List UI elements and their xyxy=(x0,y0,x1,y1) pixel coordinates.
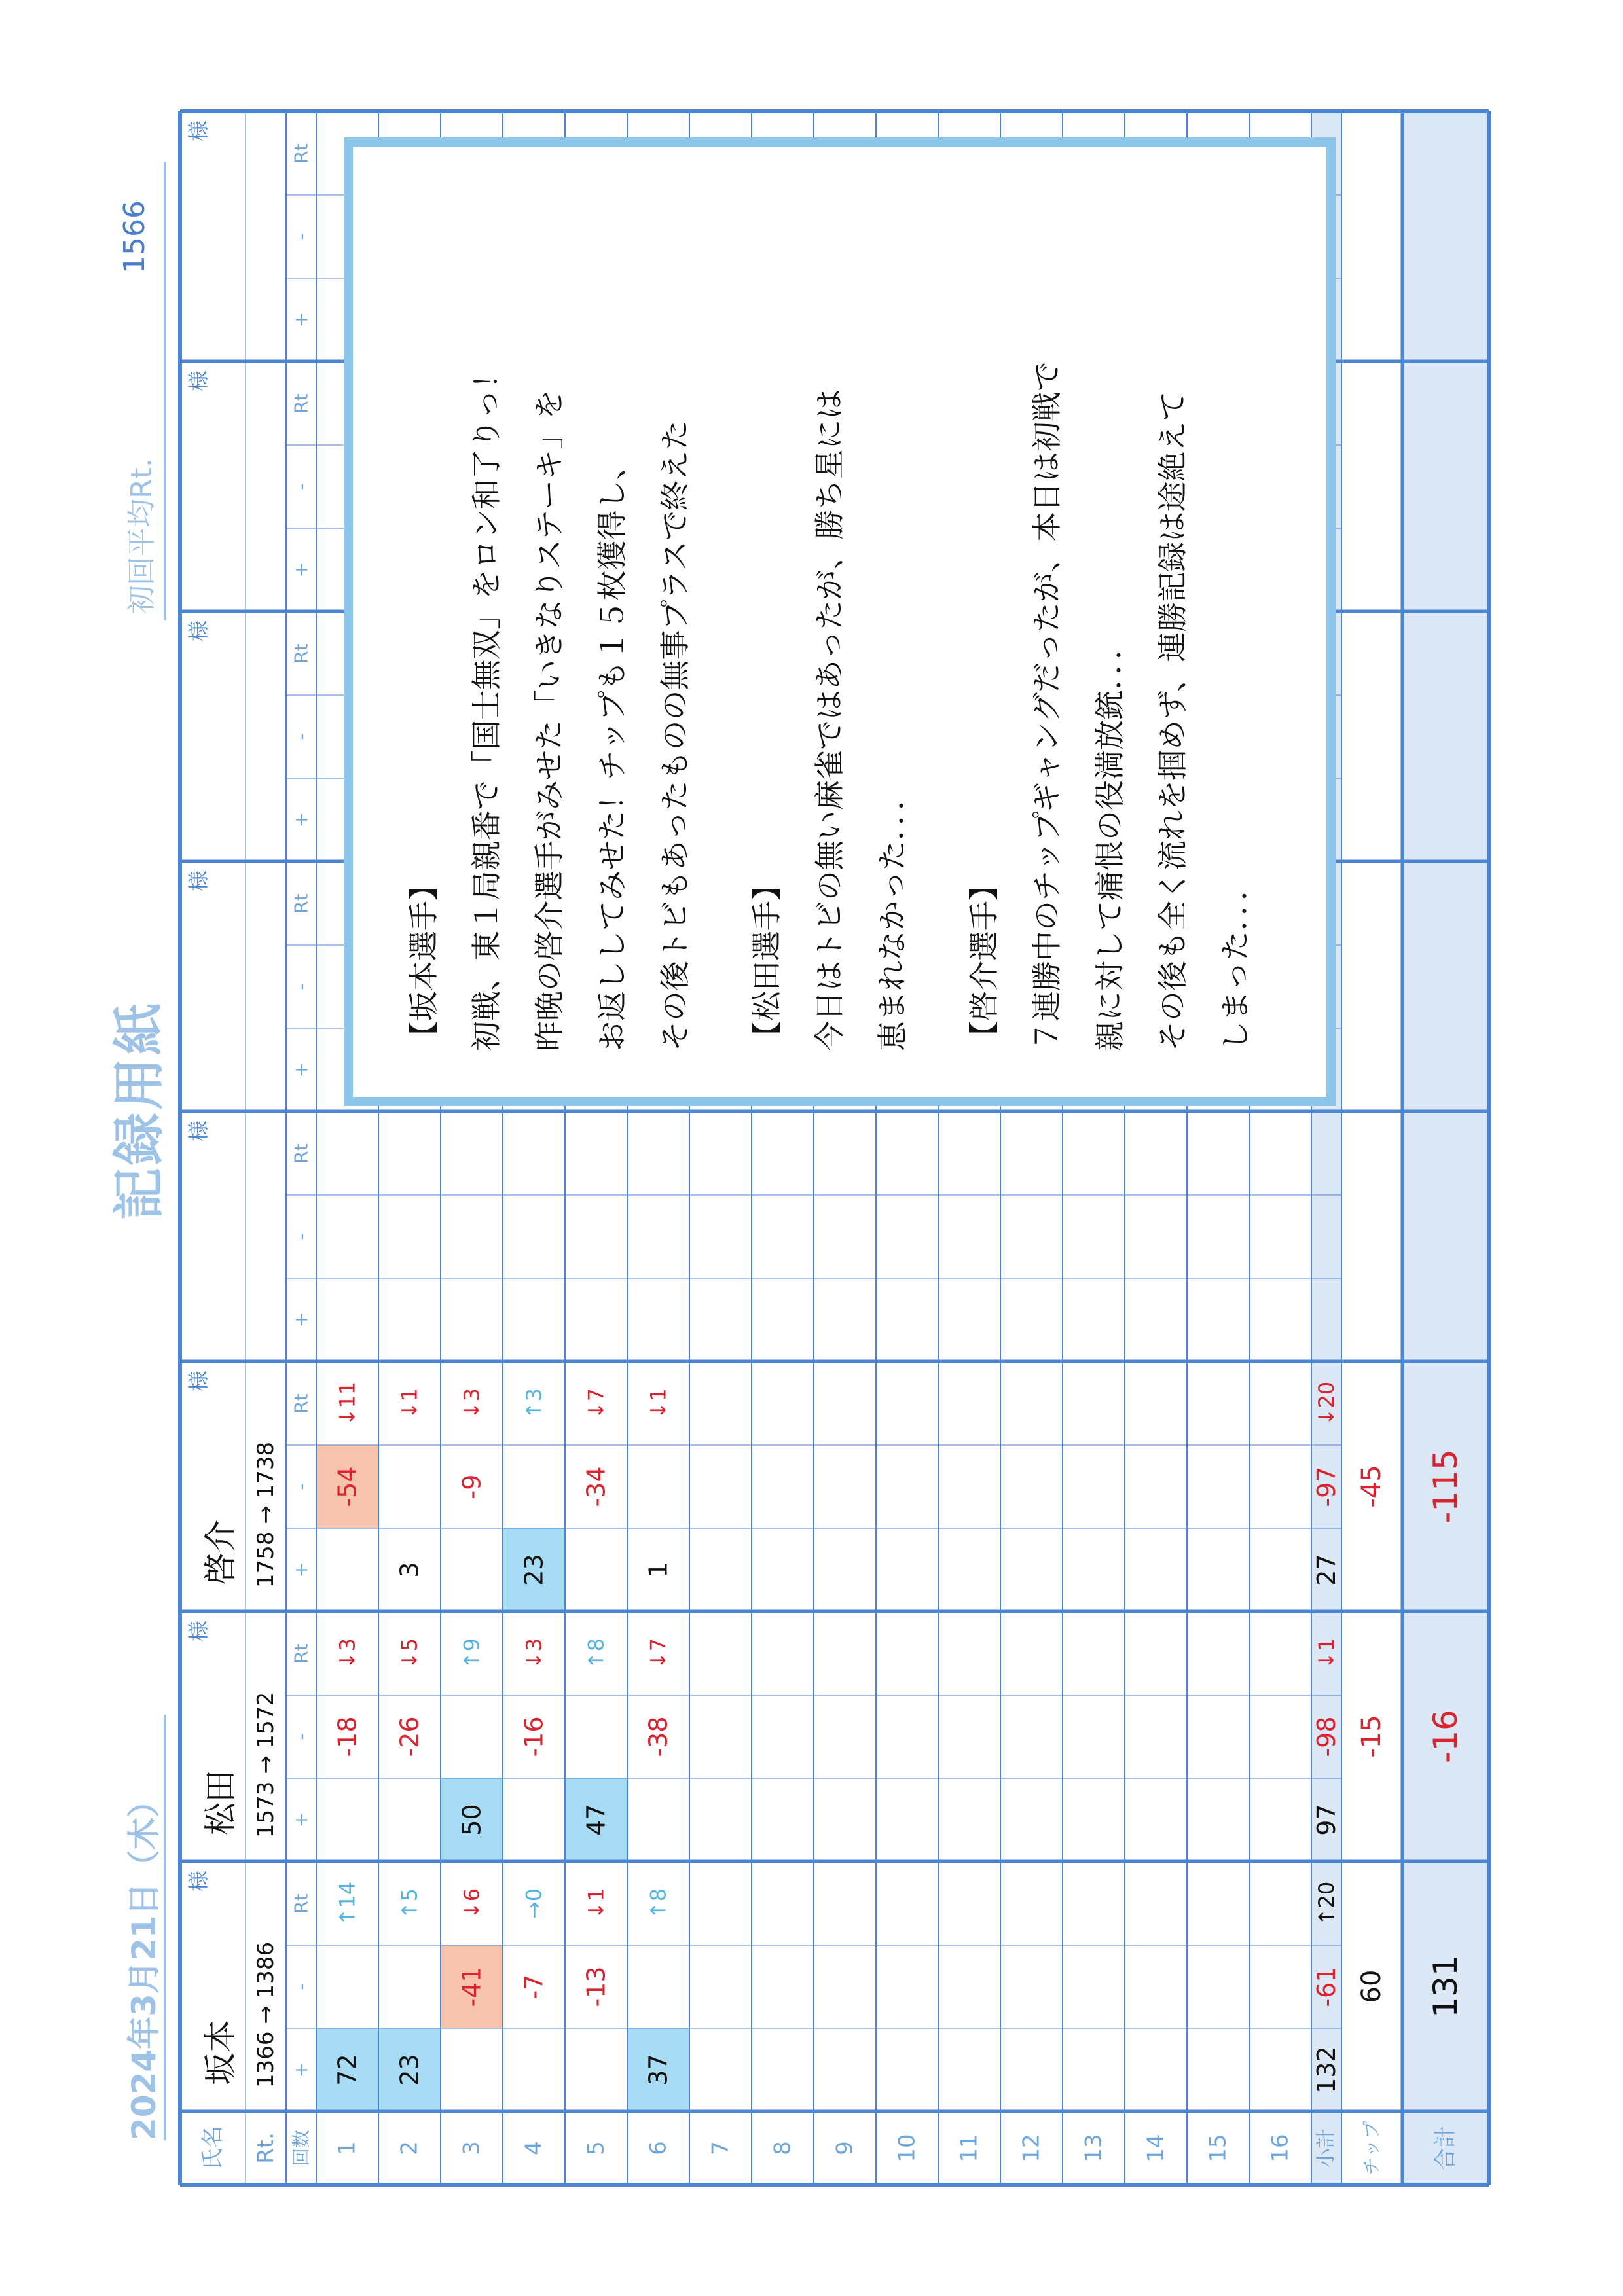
col-plus-header: + xyxy=(290,1812,312,1828)
chip-value: -45 xyxy=(1357,1465,1387,1508)
round-number: 7 xyxy=(707,2141,734,2155)
sama-label: 様 xyxy=(186,1370,211,1392)
score-minus: -41 xyxy=(457,1966,486,2007)
total-score: 131 xyxy=(1427,1955,1465,2018)
memo-sakamoto xyxy=(392,192,706,1051)
col-plus-header: + xyxy=(290,1562,312,1578)
subtotal-rating-change: ↓1 xyxy=(1314,1638,1339,1670)
col-plus-header: + xyxy=(290,312,312,328)
label-name: 氏名 xyxy=(200,2126,226,2170)
memo-heading: 【坂本選手】 xyxy=(406,870,441,1051)
memo-line: その後も全く流れを掴めず、連勝記録は途絶えて xyxy=(1155,391,1190,1051)
score-plus: 3 xyxy=(395,1562,424,1578)
label-total: 合計 xyxy=(1432,2126,1459,2170)
memo-panel xyxy=(344,137,1336,1106)
sama-label: 様 xyxy=(186,120,211,142)
subtotal-minus: -61 xyxy=(1312,1966,1341,2007)
round-number: 6 xyxy=(645,2141,672,2155)
round-number: 4 xyxy=(520,2141,547,2155)
memo-line: ７連勝中のチップギャングだったが、本日は初戦で xyxy=(1029,361,1065,1051)
rating-change: ↓5 xyxy=(397,1638,422,1670)
subtotal-plus: 97 xyxy=(1312,1804,1341,1836)
sama-label: 様 xyxy=(186,1120,211,1142)
initial-average-label: 初回平均Rt. xyxy=(125,458,158,614)
score-plus: 1 xyxy=(644,1562,673,1578)
round-number: 1 xyxy=(334,2141,361,2155)
col-rt-header: Rt xyxy=(290,643,312,664)
rating-change: ↓6 xyxy=(459,1888,484,1920)
round-number: 3 xyxy=(458,2141,485,2155)
memo-matsuda xyxy=(735,192,924,1051)
label-rating: Rt. xyxy=(253,2132,279,2164)
score-minus: -7 xyxy=(519,1974,549,2000)
subtotal-rating-change: ↑20 xyxy=(1314,1881,1339,1926)
memo-heading: 【啓介選手】 xyxy=(966,870,1002,1051)
initial-average-value: 1566 xyxy=(118,200,151,274)
rating-change: →0 xyxy=(521,1888,547,1920)
score-minus: -26 xyxy=(395,1716,424,1757)
col-plus-header: + xyxy=(290,1312,312,1328)
rating-change: ↑3 xyxy=(521,1388,547,1420)
rating-change: ↓7 xyxy=(646,1638,671,1670)
col-rt-header: Rt xyxy=(290,393,312,414)
chip-value: 60 xyxy=(1357,1969,1387,2003)
col-rt-header: Rt xyxy=(290,1893,312,1914)
score-minus: -9 xyxy=(457,1474,486,1499)
rating-change: ↓1 xyxy=(397,1388,422,1420)
col-minus-header: - xyxy=(290,983,312,990)
col-minus-header: - xyxy=(290,733,312,740)
sama-label: 様 xyxy=(186,870,211,892)
subtotal-minus: -98 xyxy=(1312,1716,1341,1757)
player-rating: 1573 → 1572 xyxy=(253,1691,279,1838)
player-name: 松田 xyxy=(202,1770,240,1835)
score-plus: 72 xyxy=(333,2054,362,2086)
round-number: 11 xyxy=(956,2134,983,2162)
score-plus: 23 xyxy=(395,2054,424,2086)
col-rt-header: Rt xyxy=(290,143,312,164)
round-number: 8 xyxy=(769,2141,796,2155)
score-plus: 50 xyxy=(457,1804,486,1836)
subtotal-plus: 27 xyxy=(1312,1554,1341,1586)
total-score: -115 xyxy=(1427,1449,1465,1524)
subtotal-rating-change: ↓20 xyxy=(1314,1381,1339,1426)
sama-label: 様 xyxy=(186,620,211,642)
player-rating: 1758 → 1738 xyxy=(253,1441,279,1588)
memo-line: 今日はトビの無い麻雀ではあったが、勝ち星には xyxy=(812,389,847,1051)
memo-line: 恵まれなかった．．． xyxy=(875,780,910,1051)
memo-line: その後トビもあったものの無事プラスで終えた xyxy=(657,420,693,1051)
rating-change: ↑9 xyxy=(459,1638,484,1670)
score-minus: -34 xyxy=(581,1466,611,1507)
score-minus: -13 xyxy=(581,1966,611,2007)
score-minus: -38 xyxy=(644,1716,673,1757)
col-rt-header: Rt xyxy=(290,893,312,914)
sama-label: 様 xyxy=(186,1870,211,1892)
col-rt-header: Rt xyxy=(290,1143,312,1164)
sama-label: 様 xyxy=(186,1620,211,1642)
memo-keisuke xyxy=(953,192,1267,1051)
chip-value: -15 xyxy=(1357,1715,1387,1758)
sama-label: 様 xyxy=(186,370,211,392)
col-plus-header: + xyxy=(290,1062,312,1078)
col-minus-header: - xyxy=(290,483,312,490)
round-number: 2 xyxy=(396,2141,423,2155)
rating-change: ↓11 xyxy=(335,1381,360,1426)
rating-change: ↑8 xyxy=(583,1638,609,1670)
label-subtotal: 小計 xyxy=(1315,2128,1338,2168)
memo-line: お返ししてみせた！チップも１５枚獲得し、 xyxy=(594,450,630,1051)
label-chip: チップ xyxy=(1360,2121,1383,2176)
round-number: 12 xyxy=(1018,2134,1045,2162)
rating-change: ↓1 xyxy=(646,1388,671,1420)
player-rating: 1366 → 1386 xyxy=(253,1941,279,2088)
memo-line: 昨晩の啓介選手がみせた「いきなりステーキ」を xyxy=(532,389,567,1051)
rating-change: ↑14 xyxy=(335,1881,360,1926)
rating-change: ↑8 xyxy=(646,1888,671,1920)
round-number: 10 xyxy=(894,2134,921,2162)
col-minus-header: - xyxy=(290,1733,312,1740)
round-number: 15 xyxy=(1205,2134,1231,2162)
game-date: 2024年3月21日（木） xyxy=(125,1784,163,2140)
subtotal-minus: -97 xyxy=(1312,1466,1341,1507)
round-number: 9 xyxy=(831,2141,858,2155)
rating-change: ↑5 xyxy=(397,1888,422,1920)
score-plus: 47 xyxy=(581,1804,611,1836)
label-round: 回数 xyxy=(290,2129,312,2167)
subtotal-plus: 132 xyxy=(1312,2046,1341,2094)
rating-change: ↓1 xyxy=(583,1888,609,1920)
round-number: 14 xyxy=(1142,2134,1169,2162)
round-number: 5 xyxy=(583,2141,610,2155)
memo-line: しまった．．． xyxy=(1218,870,1253,1051)
score-plus: 37 xyxy=(644,2054,673,2086)
player-name: 坂本 xyxy=(202,2020,240,2085)
round-number: 16 xyxy=(1267,2134,1294,2162)
memo-line: 親に対して痛恨の役満放銃．．． xyxy=(1092,630,1127,1051)
score-minus: -18 xyxy=(333,1716,362,1757)
rating-change: ↓3 xyxy=(335,1638,360,1670)
page-title: 記録用紙 xyxy=(109,1000,170,1220)
col-minus-header: - xyxy=(290,233,312,240)
col-rt-header: Rt xyxy=(290,1643,312,1664)
col-plus-header: + xyxy=(290,812,312,828)
col-minus-header: - xyxy=(290,1483,312,1490)
player-name: 啓介 xyxy=(202,1520,240,1585)
total-score: -16 xyxy=(1427,1710,1465,1763)
col-plus-header: + xyxy=(290,562,312,578)
score-minus: -16 xyxy=(519,1716,549,1757)
score-minus: -54 xyxy=(333,1466,362,1507)
rating-change: ↓7 xyxy=(583,1388,609,1420)
col-rt-header: Rt xyxy=(290,1393,312,1414)
round-number: 13 xyxy=(1080,2134,1107,2162)
score-plus: 23 xyxy=(519,1554,549,1586)
col-plus-header: + xyxy=(290,2062,312,2078)
col-minus-header: - xyxy=(290,1983,312,1990)
total-band xyxy=(1402,111,1489,2185)
rating-change: ↓3 xyxy=(521,1638,547,1670)
memo-heading: 【松田選手】 xyxy=(749,870,784,1051)
memo-line: 初戦、東１局親番で「国士無双」をロン和了りっ！ xyxy=(469,359,504,1051)
rating-change: ↓3 xyxy=(459,1388,484,1420)
col-minus-header: - xyxy=(290,1233,312,1240)
